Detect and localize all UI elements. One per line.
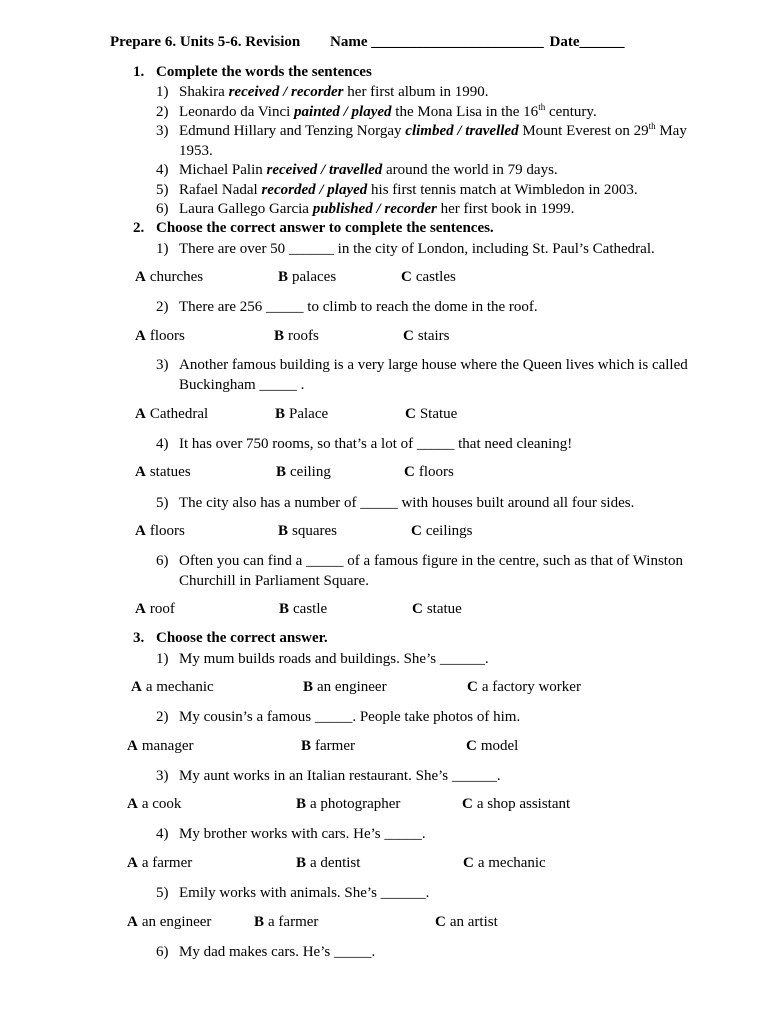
option-b: B a photographer — [296, 796, 401, 812]
section-3-question-5: 5) Emily works with animals. She’s ______. — [156, 885, 430, 901]
option-c: C an artist — [435, 914, 498, 930]
option-b: B roofs — [274, 328, 319, 344]
section-3-title: 3. Choose the correct answer. — [133, 630, 328, 646]
option-a: A an engineer — [127, 914, 212, 930]
option-a: A a farmer — [127, 855, 193, 871]
answer-options — [127, 855, 727, 875]
section-3-question-6: 6) My dad makes cars. He’s _____. — [156, 944, 376, 960]
option-b: B castle — [279, 601, 328, 617]
option-a: A Cathedral — [135, 406, 209, 422]
section-1-item-6: 6) Laura Gallego Garcia published / recorder her first book in 1999. — [156, 201, 575, 217]
worksheet-header — [110, 34, 625, 51]
option-a: A a cook — [127, 796, 182, 812]
option-c: C Statue — [405, 406, 458, 422]
section-2-question-6: 6) Often you can find a _____ of a famous figure in the centre, such as that of Winston Churchill in Parliament Square. — [156, 553, 683, 589]
option-c: C floors — [404, 464, 454, 480]
word-choice: received / recorder — [228, 84, 344, 100]
option-b: B a farmer — [254, 914, 319, 930]
option-a: A floors — [135, 523, 185, 539]
section-2-question-2: 2) There are 256 _____ to climb to reach the dome in the roof. — [156, 299, 538, 315]
answer-options — [135, 601, 735, 621]
section-1-item-4: 4) Michael Palin received / travelled around the world in 79 days. — [156, 162, 558, 178]
option-a: A floors — [135, 328, 185, 344]
option-b: B a dentist — [296, 855, 361, 871]
answer-options — [131, 679, 731, 699]
section-1-item-2: 2) Leonardo da Vinci painted / played the Mona Lisa in the 16th century. — [156, 102, 597, 120]
option-b: B farmer — [301, 738, 355, 754]
section-3-question-2: 2) My cousin’s a famous _____. People take photos of him. — [156, 709, 521, 725]
section-2-question-1: 1) There are over 50 ______ in the city of London, including St. Paul’s Cathedral. — [156, 241, 655, 257]
option-c: C a factory worker — [467, 679, 581, 695]
answer-options — [127, 738, 727, 758]
section-1-item-3: 3) Edmund Hillary and Tenzing Norgay climbed / travelled Mount Everest on 29th May 1953. — [156, 121, 687, 159]
answer-options — [127, 796, 727, 816]
option-b: B ceiling — [276, 464, 331, 480]
option-a: A roof — [135, 601, 175, 617]
option-b: B squares — [278, 523, 338, 539]
option-a: A statues — [135, 464, 191, 480]
section-2-question-5: 5) The city also has a number of _____ with houses built around all four sides. — [156, 495, 635, 511]
word-choice: published / recorder — [312, 201, 437, 217]
word-choice: recorded / played — [261, 182, 368, 198]
section-2-title: 2. Choose the correct answer to complete the sentences. — [133, 220, 494, 236]
section-3-question-1: 1) My mum builds roads and buildings. She’s ______. — [156, 651, 489, 667]
answer-options — [135, 269, 735, 289]
word-choice: received / travelled — [266, 162, 383, 178]
answer-options — [135, 406, 735, 426]
section-1-item-1: 1) Shakira received / recorder her first album in 1990. — [156, 84, 489, 100]
option-c: C a shop assistant — [462, 796, 571, 812]
section-1-title: 1. Complete the words the sentences — [133, 64, 372, 80]
word-choice: painted / played — [294, 104, 392, 120]
option-c: C castles — [401, 269, 456, 285]
option-a: A a mechanic — [131, 679, 214, 695]
option-c: C a mechanic — [463, 855, 546, 871]
option-c: C statue — [412, 601, 462, 617]
answer-options — [135, 523, 735, 543]
option-a: A churches — [135, 269, 204, 285]
answer-options — [135, 328, 735, 348]
option-c: C stairs — [403, 328, 450, 344]
option-b: B an engineer — [303, 679, 387, 695]
worksheet-title: Prepare 6. Units 5-6. Revision — [110, 34, 301, 50]
option-a: A manager — [127, 738, 194, 754]
option-c: C model — [466, 738, 519, 754]
section-2-question-4: 4) It has over 750 rooms, so that’s a lot of _____ that need cleaning! — [156, 436, 573, 452]
section-2-question-3: 3) Another famous building is a very large house where the Queen lives which is called Buckingham _____ . — [156, 357, 688, 393]
option-b: B palaces — [278, 269, 337, 285]
option-b: B Palace — [275, 406, 329, 422]
option-c: C ceilings — [411, 523, 473, 539]
section-3-question-4: 4) My brother works with cars. He’s _____. — [156, 826, 426, 842]
date-field: Date______ — [549, 34, 625, 50]
section-3-question-3: 3) My aunt works in an Italian restaurant. She’s ______. — [156, 768, 501, 784]
name-field: Name _______________________ — [330, 34, 544, 50]
answer-options — [135, 464, 735, 484]
section-1-item-5: 5) Rafael Nadal recorded / played his first tennis match at Wimbledon in 2003. — [156, 182, 638, 198]
answer-options — [127, 914, 727, 934]
word-choice: climbed / travelled — [405, 123, 519, 139]
